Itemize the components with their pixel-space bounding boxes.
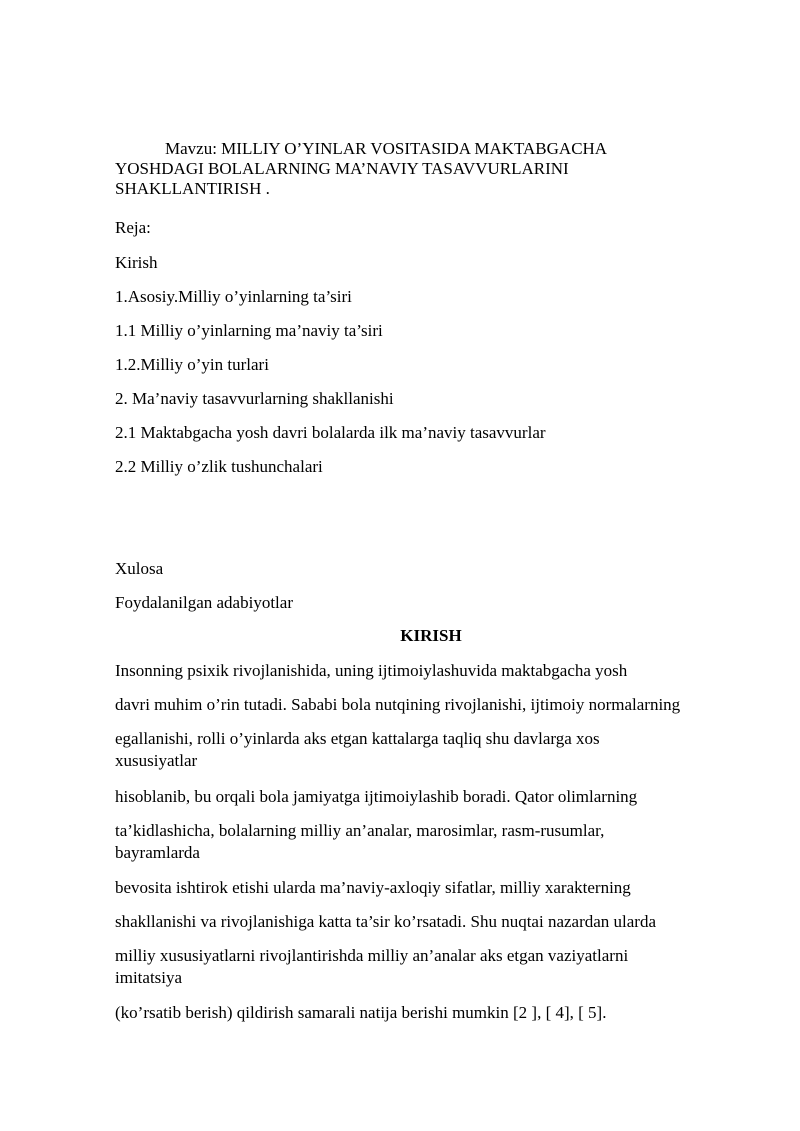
plan-item: 2.1 Maktabgacha yosh davri bolalarda ilk ma’naviy tasavvurlar (115, 423, 546, 442)
plan-item: 1.Asosiy.Milliy o’yinlarning ta’siri (115, 287, 352, 306)
paragraph-line: bevosita ishtirok etishi ularda ma’naviy-axloqiy sifatlar, milliy xarakterning (115, 878, 631, 897)
plan-item: 2.2 Milliy o’zlik tushunchalari (115, 457, 323, 476)
paragraph-line: imitatsiya (115, 968, 183, 987)
paragraph-line: egallanishi, rolli o’yinlarda aks etgan kattalarga taqliq shu davlarga xos (115, 729, 600, 748)
paragraph-line: milliy xususiyatlarni rivojlantirishda milliy an’analar aks etgan vaziyatlarni (115, 946, 629, 965)
paragraph-line: ta’kidlashicha, bolalarning milliy an’analar, marosimlar, rasm-rusumlar, (115, 821, 605, 840)
plan-item: 2. Ma’naviy tasavvurlarning shakllanishi (115, 389, 394, 408)
paragraph-line: davri muhim o’rin tutadi. Sababi bola nutqining rivojlanishi, ijtimoiy normalarning (115, 695, 681, 714)
plan-label: Reja: (115, 218, 151, 237)
plan-references: Foydalanilgan adabiyotlar (115, 593, 293, 612)
plan-conclusion: Xulosa (115, 559, 164, 578)
paragraph-line: shakllanishi va rivojlanishiga katta ta’sir ko’rsatadi. Shu nuqtai nazardan ularda (115, 912, 657, 931)
paragraph-line: Insonning psixik rivojlanishida, uning ijtimoiylashuvida maktabgacha yosh (115, 661, 628, 680)
plan-item: 1.2.Milliy o’yin turlari (115, 355, 269, 374)
paragraph-line: bayramlarda (115, 843, 200, 862)
document-title: Mavzu: MILLIY O’YINLAR VOSITASIDA MAKTABGACHA YOSHDAGI BOLALARNING MA’NAVIY TASAVVURLARINI SHAKLLANTIRISH . (115, 139, 607, 198)
paragraph-line: (ko’rsatib berish) qildirish samarali natija berishi mumkin [2 ], [ 4], [ 5]. (115, 1003, 607, 1022)
plan-item: 1.1 Milliy o’yinlarning ma’naviy ta’siri (115, 321, 383, 340)
section-heading: KIRISH (400, 626, 462, 645)
paragraph-line: xususiyatlar (115, 751, 198, 770)
paragraph-line: hisoblanib, bu orqali bola jamiyatga ijtimoiylashib boradi. Qator olimlarning (115, 787, 638, 806)
plan-item: Kirish (115, 253, 158, 272)
